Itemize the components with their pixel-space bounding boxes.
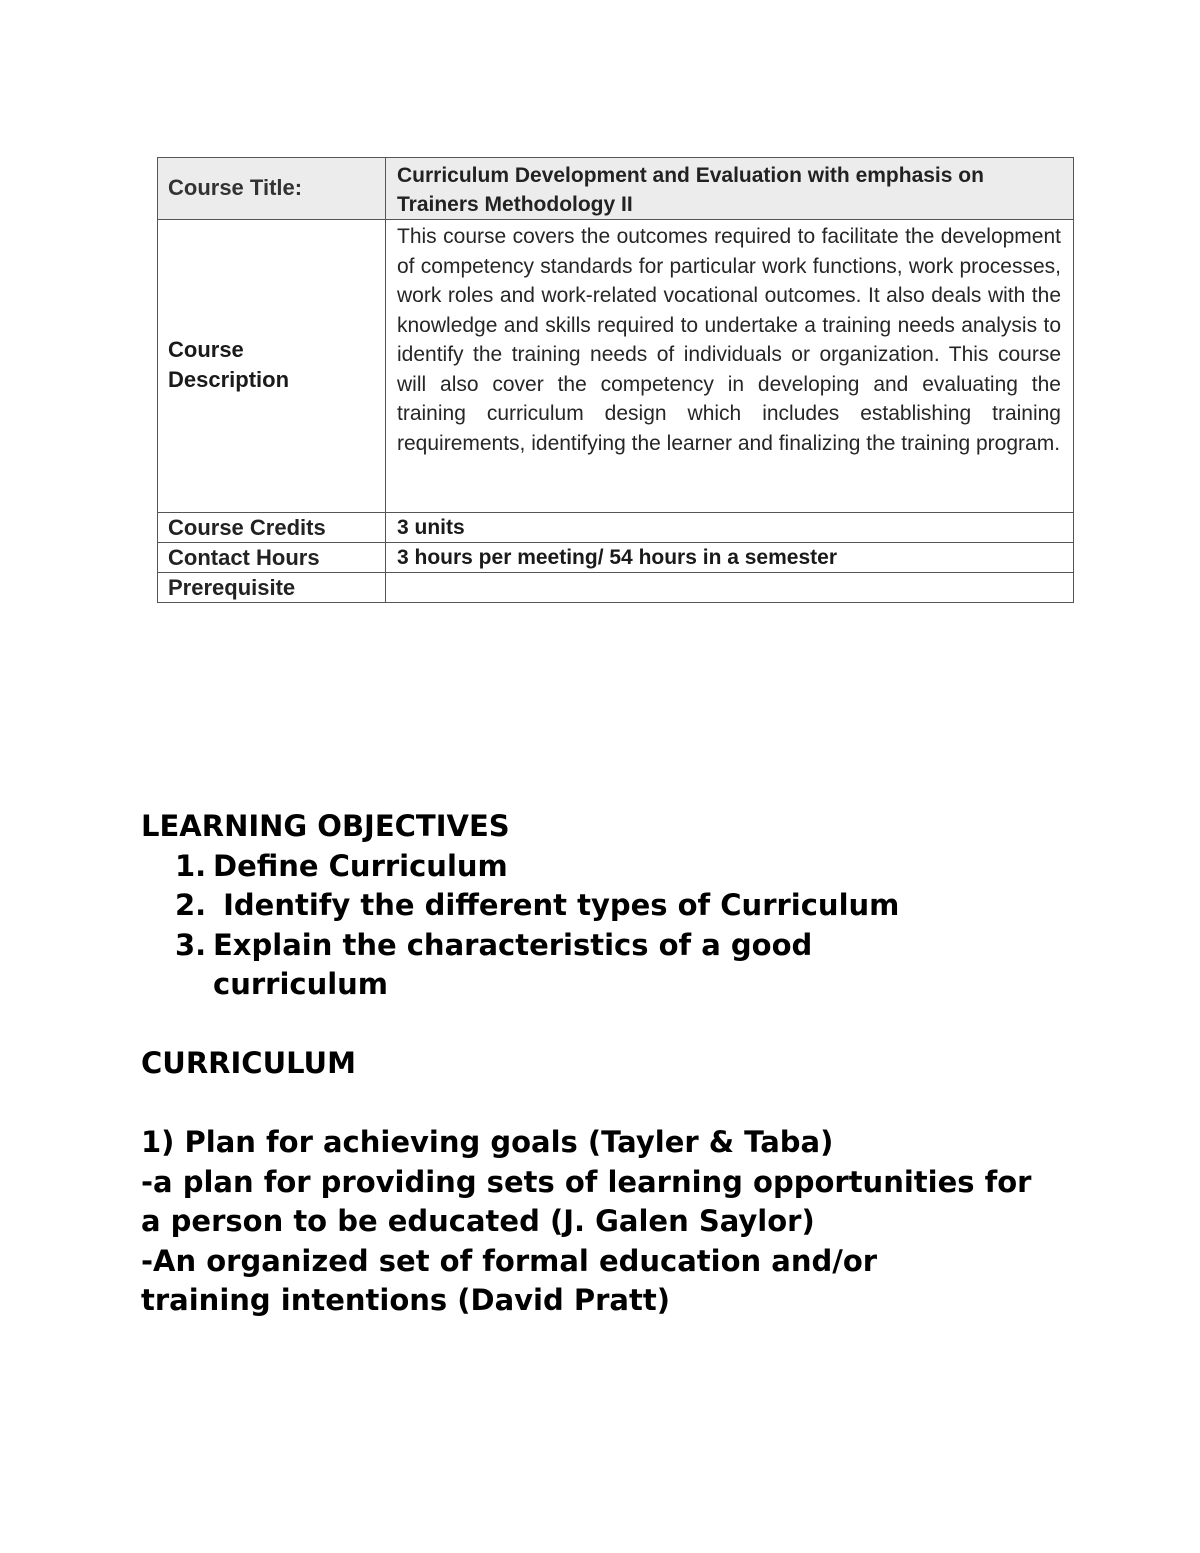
contact-hours-value: 3 hours per meeting/ 54 hours in a semester <box>397 546 837 569</box>
course-description-row <box>158 220 1074 513</box>
prerequisite-row <box>158 573 1074 603</box>
course-credits-value-cell <box>386 513 1074 543</box>
spacer <box>141 1005 1101 1045</box>
learning-objectives-list <box>141 847 1101 1005</box>
curriculum-definition-title: 1) Plan for achieving goals (Tayler & Taba) <box>141 1125 834 1159</box>
course-credits-row <box>158 513 1074 543</box>
document-body <box>141 807 1101 1321</box>
course-title-value-cell <box>386 158 1074 220</box>
curriculum-definition-line: -An organized set of formal education and/or training intentions (David Pratt) <box>141 1243 878 1317</box>
course-credits-value: 3 units <box>397 516 465 539</box>
course-title-value: Curriculum Development and Evaluation with emphasis on Trainers Methodology II <box>397 164 984 216</box>
contact-hours-label-cell <box>158 543 386 573</box>
prerequisite-label-cell <box>158 573 386 603</box>
curriculum-definition-line: -a plan for providing sets of learning opportunities for a person to be educated (J. Galen Saylor) <box>141 1164 1032 1238</box>
list-item-text: Identify the different types of Curriculum <box>213 888 900 922</box>
prerequisite-label: Prerequisite <box>168 575 296 600</box>
course-description-value-cell <box>386 220 1074 513</box>
prerequisite-value-cell <box>386 573 1074 603</box>
list-item-text: Define Curriculum <box>213 848 508 883</box>
course-title-label-cell <box>158 158 386 220</box>
list-item-text: Explain the characteristics of a good curriculum <box>213 927 813 1001</box>
list-item-number: 1. <box>175 848 207 883</box>
course-description-label-cell <box>158 220 386 513</box>
list-item <box>141 886 1101 926</box>
course-description-label: Course Description <box>168 336 290 392</box>
course-info-table <box>157 157 1074 603</box>
list-item <box>141 847 1101 887</box>
spacer <box>141 1084 1101 1124</box>
course-title-label: Course Title: <box>168 175 303 200</box>
course-credits-label-cell <box>158 513 386 543</box>
list-item <box>141 926 933 1005</box>
course-title-row <box>158 158 1074 220</box>
contact-hours-label: Contact Hours <box>168 545 320 570</box>
curriculum-heading: CURRICULUM <box>141 1046 356 1080</box>
contact-hours-value-cell <box>386 543 1074 573</box>
course-description-value: This course covers the outcomes required to facilitate the development of competency standards for particular work functions, work processes, work roles and work-related vocational outcomes. It also deals with the knowledge and skills required to undertake a training needs analysis to identify the training needs of individuals or organization. This course will also cover the competency in developing and evaluating the training curriculum design which includes establishing training requirements, identifying the learner and finalizing the training program. <box>397 225 1061 455</box>
course-credits-label: Course Credits <box>168 515 326 540</box>
learning-objectives-heading: LEARNING OBJECTIVES <box>141 809 510 843</box>
list-item-number: 3. <box>175 927 207 962</box>
contact-hours-row <box>158 543 1074 573</box>
list-item-number: 2. <box>175 888 207 922</box>
